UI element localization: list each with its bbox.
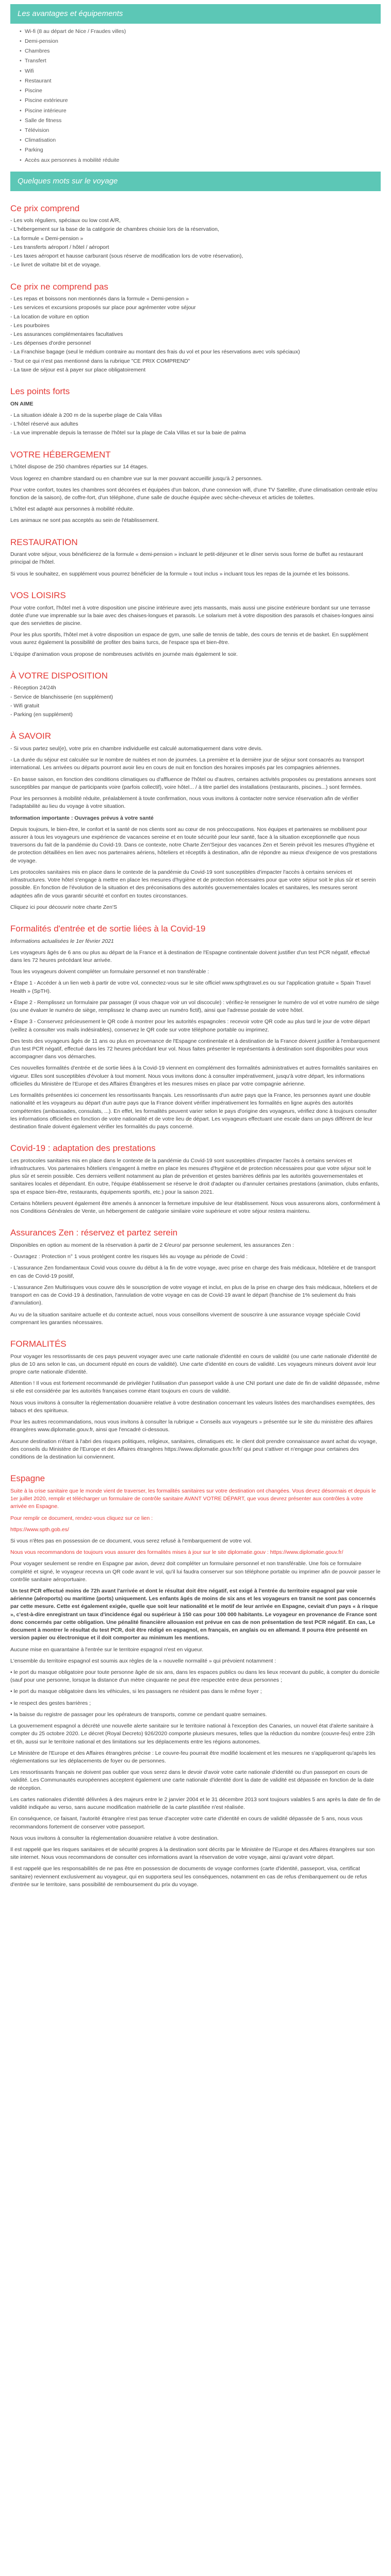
section-leisure <box>10 589 381 658</box>
section-paragraph: La gouvernement espagnol a décrété une nouvelle alerte sanitaire sur le territoire national à l'exception des Canaries, un nouvel état d'alerte sanitaire à compter du 25 octobre 2020. Le décret (Royal Decreto) 926/2020 comporte plusieurs mesures, telles que la réduction du nombre (couvre-feu) entre 23h et 6h, aussi sur le territoire national et des limitations sur les déplacements entre les régions autonomes. <box>10 1723 375 1745</box>
section-paragraph: Les animaux ne sont pas acceptés au sein de l'établissement. <box>10 517 159 524</box>
section-paragraph: Il est rappelé que les responsabilités de ne pas être en possession de documents de voyage conformes (carte d'identité, passeport, visa, certificat sanitaire) reviennent exclusivement au voyageur, qui en supportera seul les conséquences, notamment en cas de refus d'embarquement ou de refus d'entrée sur le territoire, sans possibilité de remboursement du prix du voyage. <box>10 1866 367 1888</box>
section-title: RESTAURATION <box>10 537 78 547</box>
section-covid-formalities <box>10 923 381 1131</box>
section-line: - Service de blanchisserie (en supplément) <box>10 693 113 700</box>
section-title: Ce prix comprend <box>10 203 80 213</box>
section-paragraph: Il est rappelé que les risques sanitaires et de sécurité propres à la destination sont décrits par le Ministère de l'Europe et des Affaires étrangères sur son site internet. Nous vous recommandons de consulter ces informations avant la réservation de votre voyage, ainsi qu'avant votre départ. <box>10 1846 375 1861</box>
advantage-item: • Piscine intérieure <box>20 107 381 115</box>
section-paragraph: - En basse saison, en fonction des conditions climatiques ou d'affluence de l'hôtel ou d'autres, certaines activités proposées ou prestations annexes sont susceptibles par manque de participants voire (parfois collectif), voire hôtel... / à titre partiel des installations (restaurants, piscines...) sont fermées. <box>10 776 376 790</box>
section-includes <box>10 202 381 269</box>
advantage-item: • Piscine <box>20 87 381 95</box>
section-line: - Les transferts aéroport / hôtel / aéroport <box>10 244 109 250</box>
section-paragraph: Nous vous invitons à consulter la réglementation douanière relative à votre destination concernant les valeurs listées des marchandises exemptées, des tabacs et des spiritueux. <box>10 1399 375 1414</box>
advantage-item: • Parking <box>20 146 381 154</box>
section-title: Ce prix ne comprend pas <box>10 281 108 292</box>
banner-advantages: Les avantages et équipements <box>10 4 381 24</box>
section-intro: Informations actualisées le 1er février 2021 <box>10 938 114 944</box>
advantage-item: • Piscine extérieure <box>20 97 381 105</box>
section-paragraph: https://www.spth.gob.es/ <box>10 1526 69 1533</box>
section-line: - Wifi gratuit <box>10 702 40 709</box>
section-paragraph: Des tests des voyageurs âgés de 11 ans ou plus en provenance de l'Espagne continentale et à destination de la France doivent justifier à l'embarquement d'un test PCR négatif, effectué dans les 72 heures précédant leur vol. Nous faites présenter le représentants à destination sont disponibles pour vous accompagner dans vos démarches. <box>10 1038 380 1060</box>
section-line: - La formule « Demi-pension » <box>10 235 84 242</box>
section-paragraph: • le port du masque obligatoire pour toute personne âgée de six ans, dans les espaces publics ou dans les lieux recevant du public, à compter du domicile (sauf pour une personne, lorsque la distance d'un mètre cinquante ne peut être respectée entre deux personnes ; <box>10 1669 380 1684</box>
section-paragraph: Les formalités présentées ici concernent les ressortissants français. Les ressortissants d'un autre pays que la France, les personnes ayant une double nationalité et les voyageurs au départ d'un autre pays que la France doivent vérifier impérativement les formalités en ligne auprès des autorités compétentes (ambassades, consulats, ...). En effet, les formalités peuvent varier selon le pays d'origine des voyageurs, vérifiez donc à toujours consulter les informations officielles en fonction de votre nationalité et de votre lieu de départ. Les voyageurs effectuant une escale dans un pays différent de leur destination finale doivent également vérifier les formalités du pays concerné. <box>10 1092 377 1130</box>
advantage-item: • Restaurant <box>20 77 381 85</box>
section-paragraph: Information importante : Ouvrages prévus à votre santé <box>10 815 154 821</box>
advantage-item: • Transfert <box>20 57 381 65</box>
section-title: Espagne <box>10 1473 45 1484</box>
section-line: - La Franchise bagage (seul le médium contraire au montant des frais du vol et pour les réservations avec vols spéciaux) <box>10 349 300 355</box>
section-restaurant <box>10 536 381 578</box>
section-paragraph: • Étape 2 - Remplissez un formulaire par passager (il vous chaque voir un vol discocule) : vérifiez-le renseigner le numéro de vol et votre numéro de siège (ou une évaluer le numéro de siège, remplissez le champ avec un numéro fictif), ainsi que l'adresse postale de votre hôtel. <box>10 999 380 1014</box>
section-paragraph: Pour remplir ce document, rendez-vous cliquez sur ce lien : <box>10 1515 153 1521</box>
section-line: - Les vols réguliers, spéciaux ou low cost A/R, <box>10 217 121 224</box>
section-paragraph: - Si vous partez seul(e), votre prix en chambre individuelle est calculé automatiquement dans votre devis. <box>10 745 263 752</box>
section-subtitle: ON AIME <box>10 400 34 407</box>
section-paragraph: Certains hôteliers peuvent également être amenés à annoncer la fermeture impulsive de leur établissement. Nous vous assurerons alors, conformément à nos Conditions Générales de Vente, un hébergement de catégorie similaire voire supérieure et votre séjour restera maintenu. <box>10 1200 380 1215</box>
section-paragraph: Aucune destination n'étant à l'abri des risques politiques, religieux, sanitaires, climatiques etc. le client doit prendre connaissance avant achat du voyage, des conseils du Ministère de l'Europe et des Affaires étrangères https://www.diplomatie.gouv.fr/fr/ qui peut s'attiver et n'engage pour certaines des conditions de la destination lui conviennent. <box>10 1438 377 1460</box>
section-paragraph: Au vu de la situation sanitaire actuelle et du contexte actuel, nous vous conseillons vivement de souscrire à une assurance voyage spéciale Covid comprenant les garanties nécessaires. <box>10 1311 361 1326</box>
section-paragraph: Un test PCR effectué moins de 72h avant l'arrivée et dont le résultat doit être négatif, est exigé à l'entrée du territoire espagnol par voie aérienne (aéroports) ou maritime (ports) uniquement. Les enfants âgés de moins de six ans et les voyageurs en transit ne sont pas concernés par cette mesure. Cette est également exigée, quelle que soit leur nationalité et le motif de leur arrivée en Espagne, ceviait d'un pays « à risque », c'est-à-dire enregistrant un taux d'incidence égal ou supérieur à 150 cas pour 100 000 habitants. Le voyageur en provenance de France sont donc concernés par cette obligation. Une pénalité financière allouasion est prévue en cas de non présentation de test PCR négatif. En cas, Le document à montrer le résultat du test PCR, doit être rédigé en espagnol, en français, en anglais ou en allemand. Il pourra être présenté en version papier ou électronique et il doit comporter au minimum les mentions. <box>10 1588 378 1641</box>
section-line: - Les taxes aéroport et hausse carburant (sous réserve de modification lors de votre réservation), <box>10 253 243 260</box>
section-title: VOS LOISIRS <box>10 590 66 600</box>
section-paragraph: • la baisse du registre de passager pour les opérateurs de transports, comme ce pendant quatre semaines. <box>10 1711 267 1718</box>
section-paragraph: Pour les plus sportifs, l'hôtel met à votre disposition un espace de gym, une salle de tennis de table, des cours de tennis et de basket. En supplément vous aurez également la possibilité de profiter des bains turcs, de l'espace spa et bien-être. <box>10 632 368 646</box>
section-paragraph: • le respect des gestes barrières ; <box>10 1700 91 1706</box>
section-paragraph: Les protocoles sanitaires mis en place dans le contexte de la pandémie du Covid-19 sont susceptibles d'impacter l'accès à certains services et infrastructures. Votre hôtel s'engage à mettre en place les mesures d'hygiène et de protection nécessaires pour que votre séjour soit le plus sûr et serein possible. En fonction de l'évolution de la situation et des préconisations des autorités gouvernementales locales et sanitaires, les mesures seront adaptées afin de vous garantir sécurité et confort en toutes circonstances. <box>10 869 376 899</box>
section-paragraph: Si vous n'êtes pas en possession de ce document, vous serez refusé à l'embarquement de votre vol. <box>10 1537 252 1544</box>
section-title: À SAVOIR <box>10 731 52 741</box>
section-line: - La location de voiture en option <box>10 313 89 320</box>
section-paragraph: Les ressortissants français ne doivent pas oublier que vous serez dans le devoir d'avoir votre carte nationale d'identité ou d'un passeport en cours de validité. Les Communautés européennes acceptent également une carte nationale d'identité dont la date de validité est dépassée en fonction de la date de réception. <box>10 1769 374 1791</box>
section-line: - La situation idéale à 200 m de la superbe plage de Cala Villas <box>10 412 162 418</box>
section-paragraph: Le Ministère de l'Europe et des Affaires étrangères précise : Le couvre-feu pourrait être modifié localement et les mesures ne s'appliqueront qu'après les réglementations sur les déplacements de foyer ou de personnes. <box>10 1750 376 1764</box>
section-covid-adapt <box>10 1142 381 1215</box>
advantage-item: • Demi-pension <box>20 38 381 45</box>
section-paragraph: L'hôtel dispose de 250 chambres réparties sur 14 étages. <box>10 464 149 470</box>
section-spain <box>10 1472 381 1889</box>
section-paragraph: Pour voyager seulement se rendre en Espagne par avion, devez doit compléter un formulaire personnel et non transférable. Une fois ce formulaire complété et signé, le voyageur recevra un QR code avant le vol, qu'il lui faudra conserver sur son téléphone portable ou imprimer afin de pouvoir passer le contrôle sanitaire aéroportuaire. <box>10 1561 381 1583</box>
section-paragraph: - L'assurance Zen Multirisques vous couvre dès le souscription de votre voyage et inclut, en plus de la prise en charge des frais médicaux, hôteliers et de transport en cas de Covid-19 à destination, l'annulation de votre voyage en cas de Covid-19 avant le départ (franchise de 1% seulement du frais d'annulation). <box>10 1284 378 1307</box>
content-sections <box>10 202 381 1889</box>
section-line: - Les services et excursions proposés sur place pour agrémenter votre séjour <box>10 304 196 311</box>
section-title: FORMALITÉS <box>10 1338 67 1349</box>
advantage-item: • Wifi <box>20 67 381 75</box>
advantage-item: • Télévision <box>20 127 381 134</box>
advantage-item: • Salle de fitness <box>20 117 381 125</box>
section-paragraph: Pour les personnes à mobilité réduite, préalablement à toute confirmation, nous vous invitons à contacter notre service réservation afin de vérifier l'adaptabilité au lieu du voyage à votre situation. <box>10 795 359 810</box>
advantage-item: • Climatisation <box>20 137 381 144</box>
section-formalities <box>10 1338 381 1461</box>
section-paragraph: - L'assurance Zen fondamentaux Covid vous couvre du début à la fin de votre voyage, avec prise en charge des frais médicaux, hôtelière et de transport en cas de Covid-19 positif, <box>10 1265 376 1279</box>
section-paragraph: Pour votre confort, toutes les chambres sont décorées et équipées d'un balcon, d'une connexion wifi, d'une TV Satellite, d'une climatisation centrale et/ou fonction de la saison), de coffre-fort, d'un téléphone, d'une salle de douche équipée avec sèche-cheveux et articles de toilettes. <box>10 486 378 501</box>
section-paragraph: Nous vous recommandons de toujours vous assurer des formalités mises à jour sur le site diplomatie.gouv : https://www.diplomatie.gouv.fr/ <box>10 1549 344 1556</box>
section-insurance <box>10 1227 381 1327</box>
section-paragraph: - Ouvragez : Protection n° 1 vous protégent contre les risques liés au voyage au période de Covid : <box>10 1253 248 1260</box>
advantage-item: • Chambres <box>20 47 381 55</box>
banner-trip: Quelques mots sur le voyage <box>10 172 381 191</box>
section-line: - Les dépenses d'ordre personnel <box>10 340 91 347</box>
section-paragraph: Nous vous invitons à consulter la réglementation douanière relative à votre destination. <box>10 1835 219 1841</box>
section-know <box>10 730 381 911</box>
section-title: À VOTRE DISPOSITION <box>10 670 108 681</box>
section-title: Les points forts <box>10 386 70 397</box>
section-paragraph: Cliquez ici pour découvrir notre charte Zen'S <box>10 904 117 910</box>
section-paragraph: Pour votre confort, l'hôtel met à votre disposition une piscine intérieure avec jets massants, mais aussi une piscine extérieure bordant sur une terrasse dotée d'une vue imprenable sur la baie avec des chaises-longues et parasols. Le solarium met à votre disposition des parasols et chaises-longues ainsi que des serviettes de piscine. <box>10 604 374 626</box>
section-paragraph: Disponibles en option au moment de la réservation à partir de 2 €/euro/ par personne seulement, les assurances Zen : <box>10 1242 294 1248</box>
section-line: - Parking (en supplément) <box>10 711 73 718</box>
section-title: Covid-19 : adaptation des prestations <box>10 1143 156 1154</box>
section-disposal <box>10 670 381 719</box>
section-paragraph: En conséquence, ce faisant, l'autorité étrangère n'est pas tenue d'accepter votre carte d'identité en cours de validité dépassée de 5 ans, nous vous recommandons fortement de conserver votre passeport. <box>10 1816 363 1830</box>
section-paragraph: L'ensemble du territoire espagnol est soumis aux règles de la « nouvelle normalité » qui prévoient notamment : <box>10 1657 276 1664</box>
advantage-item: • Accès aux personnes à mobilité réduite <box>20 157 381 164</box>
section-paragraph: L'équipe d'animation vous propose de nombreuses activités en journée mais également le soir. <box>10 651 238 657</box>
section-paragraph: Pour les autres recommandations, nous vous invitons à consulter la rubrique « Conseils aux voyageurs » présentée sur le site du ministère des affaires étrangères www.diplomatie.gouv.fr, ainsi que l'encadré ci-dessous. <box>10 1419 373 1433</box>
section-title: Formalités d'entrée et de sortie liées à la Covid-19 <box>10 923 206 934</box>
section-paragraph: Suite à la crise sanitaire que le monde vient de traverser, les formalités sanitaires sur votre destination ont changées. Vous devez désormais et depuis le 1er juillet 2020, remplir et télécharger un formulaire de contrôle sanitaire AVANT VOTRE DÉPART, que vous devrez présenter aux contrôles à votre arrivée en Espagne. <box>10 1487 376 1510</box>
section-paragraph: Attention ! Il vous est fortement recommandé de privilégier l'utilisation d'un passeport valide à une CNI portant une date de fin de validité dépassée, même si elle est considérée par les autorités françaises comme étant toujours en cours de validité. <box>10 1380 380 1395</box>
section-paragraph: Ces nouvelles formalités d'entrée et de sortie liées à la Covid-19 viennent en complément des formalités administratives et autres formalités sanitaires en vigueur. Elles sont susceptibles d'évoluer à tout moment. Nous vous invitons donc à consulter impérativement, jusqu'à votre départ, les informations officielles du Ministère de l'Europe et des Affaires Étrangères et les mesures mises en place par votre compagnie aérienne. <box>10 1065 378 1087</box>
section-line: - La vue imprenable depuis la terrasse de l'hôtel sur la plage de Cala Villas et sur la baie de palma <box>10 430 246 436</box>
page <box>0 4 391 1889</box>
section-paragraph: • Étape 1 - Accéder à un lien web à partir de votre vol, connectez-vous sur le site officiel www.spthgtravel.es ou sur l'application gratuite « Spain Travel Health » (SpTH). <box>10 980 371 994</box>
section-paragraph: Pour voyager les ressortissants de ces pays peuvent voyager avec une carte nationale d'identité en cours de validité (ou une carte nationale d'identité de plus de 10 ans selon le cas, un document réputé en cours de validité). Une carte d'identité en cours de validité. Les voyageurs mineurs doivent avoir leur propre carte nationale d'identité. <box>10 1353 377 1376</box>
section-line: - Réception 24/24h <box>10 685 56 691</box>
section-line: - La taxe de séjour est à payer sur place obligatoirement <box>10 366 146 373</box>
section-paragraph: • Étape 3 - Conservez précieusement le QR code à montrer pour les autorités espagnoles : recevoir votre QR code au plus tard le jour de votre départ (veillez à consulter vos mails indésirables), conservez le QR code sur votre téléphone portable ou imprimez. <box>10 1019 370 1033</box>
section-paragraph: Les cartes nationales d'identité délivrées à des majeurs entre le 2 janvier 2004 et le 31 décembre 2013 sont toujours valables 5 ans après la date de fin de validité indiquée au verso, sans aucune modification matérielle de la carte plastifiée n'est réalisée. <box>10 1796 381 1811</box>
section-paragraph: Vous logerez en chambre standard ou en chambre vue sur la mer pouvant accueillir jusqu'à 2 personnes. <box>10 475 263 482</box>
section-title: VOTRE HÉBERGEMENT <box>10 449 111 460</box>
section-paragraph: Si vous le souhaitez, en supplément vous pourrez bénéficier de la formule « tout inclus » incluant tous les repas de la journée et les boissons. <box>10 570 350 577</box>
section-line: - Le livret de voltatre bit et de voyage. <box>10 262 101 268</box>
section-paragraph: Tous les voyageurs doivent compléter un formulaire personnel et non transférable : <box>10 969 209 975</box>
section-paragraph: Les protocoles sanitaires mis en place dans le contexte de la pandémie du Covid-19 sont susceptibles d'impacter l'accès à certains services et infrastructures. Vos partenaires hôteliers s'engagent à mettre en place les mesures d'hygiène et de protection nécessaires pour que votre séjour soit le plus sûr et serein possible. Ces derniers veillent notamment au plan de prévention et gestes barrières définis par les autorités gouvernementales et sanitaires locales et dépendant. En outre, l'équipe établissement se réserve le droit d'adapter ou d'annuler certaines prestations (animation, clubs enfants, spa et espace bien-être, restaurants, équipements sportifs, etc.) pour la saison 2021. <box>10 1157 380 1195</box>
section-excludes <box>10 281 381 375</box>
section-paragraph: • le port du masque obligatoire dans les véhicules, si les passagers ne résident pas dans le même foyer ; <box>10 1688 262 1695</box>
section-strong <box>10 385 381 437</box>
section-hotel <box>10 449 381 525</box>
section-line: - Les repas et boissons non mentionnés dans la formule « Demi-pension » <box>10 296 189 302</box>
advantage-item: • Wi-fi (8 au départ de Nice / Fraudes villes) <box>20 28 381 36</box>
section-paragraph: Depuis toujours, le bien-être, le confort et la santé de nos clients sont au cœur de nos préoccupations. Nos équipes et partenaires se mobilisent pour assurer à tous les voyageurs une expérience de vacances sereine et en toute sécurité pour leur santé, face à la situation exceptionnelle que nous traversons du fait de la pandémie du Covid-19. Dans ce contexte, notre Charte Zen'Sejour des vacances Zen et Serein prévoit les mesures d'hygiène et de protection détaillées en lien avec nos partenaires aériens, hôteliers et réceptifs à destination, afin de répondre au mieux d'exigence de vos prestations de voyage. <box>10 826 377 864</box>
section-paragraph: - La durée du séjour est calculée sur le nombre de nuitées et non de journées. La première et la dernière jour de séjour sont consacrés au transport international. Les arrivées ou départs pourront avoir lieu en cours de nuit en fonction des horaires imposés par les compagnies aériennes. <box>10 757 364 771</box>
section-paragraph: Aucune mise en quarantaine à l'entrée sur le territoire espagnol n'est en vigueur. <box>10 1646 204 1653</box>
section-paragraph: Durant votre séjour, vous bénéficierez de la formule « demi-pension » incluant le petit-déjeuner et le dîner servis sous forme de buffet au restaurant principal de l'hôtel. <box>10 551 363 566</box>
section-paragraph: L'hôtel est adapté aux personnes à mobilité réduite. <box>10 506 135 513</box>
section-line: - L'hébergement sur la base de la catégorie de chambres choisie lors de la réservation, <box>10 226 219 233</box>
section-line: - L'hôtel réservé aux adultes <box>10 421 78 428</box>
section-title: Assurances Zen : réservez et partez serein <box>10 1228 178 1238</box>
section-line: - Les assurances complémentaires facultatives <box>10 331 123 338</box>
advantages-list <box>10 28 381 164</box>
section-line: - Tout ce qui n'est pas mentionné dans la rubrique "CE PRIX COMPREND" <box>10 358 190 364</box>
section-paragraph: Les voyageurs âgés de 6 ans ou plus au départ de la France et à destination de l'Espagne continentale doivent justifier d'un test PCR négatif, effectué dans les 72 heures précédant leur arrivée. <box>10 949 370 964</box>
section-line: - Les pourboires <box>10 322 50 329</box>
